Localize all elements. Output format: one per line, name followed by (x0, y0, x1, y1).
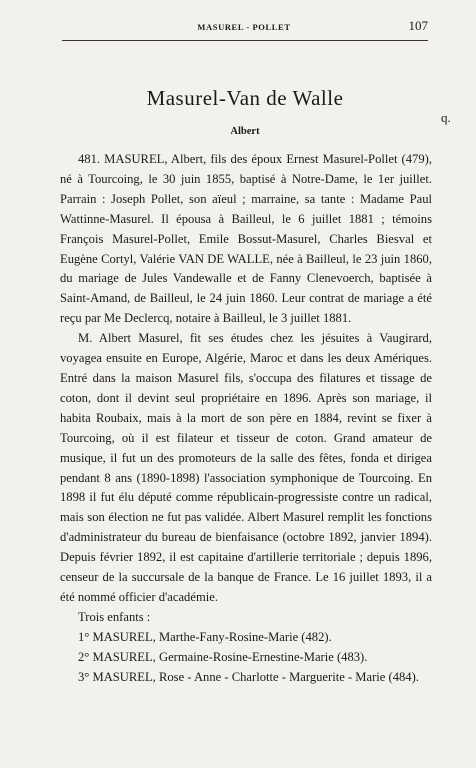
child-number: 3° (78, 669, 90, 684)
paragraph-biography: M. Albert Masurel, fit ses études chez les jésuites à Vaugirard, voyagea ensuite en Europe, Algérie, Maroc et dans les deux Amériques. Entré dans la maison Masurel fils, s'occupa des filatures et tissage de coton, dont il devint seul propriétaire en 1896. Après son mariage, il habita Roubaix, mais à la mort de son père en 1884, revint se fixer à Tourcoing, où il est filateur et tisseur de coton. Grand amateur de musique, il fut un des promoteurs de la salle des fêtes, fonda et dirigea pendant 8 ans (1890-1898) l'association symphonique de Tourcoing. En 1898 il fut élu député comme républicain-progressiste contre un radical, mais son élection ne fut pas validée. Albert Masurel remplit les fonctions d'administrateur du bureau de bienfaisance (octobre 1892, janvier 1894). Depuis février 1892, il est capitaine d'artillerie territoriale ; depuis 1896, censeur de la succursale de la banque de France. Le 16 juillet 1893, il a été nommé officier d'académie. (60, 331, 432, 604)
paragraph-genealogy: 481. MASUREL, Albert, fils des époux Ernest Masurel-Pollet (479), né à Tourcoing, le 30 juin 1855, baptisé à Notre-Dame, le 1er juillet. Parrain : Joseph Pollet, son aïeul ; marraine, sa tante : Madame Paul Wattinne-Masurel. Il épousa à Bailleul, le 6 juillet 1881 ; témoins François Masurel-Pollet, Emile Bossut-Masurel, Charles Biesval et Eugène Cortyl, Valérie VAN DE WALLE, née à Bailleul, le 23 juin 1860, du mariage de Jules Vandewalle et de Fanny Clenevoerch, baptisée à Saint-Amand, de Bailleul, le 24 juin 1860. Leur contrat de mariage a été reçu par Me Declercq, notaire à Bailleul, le 3 juillet 1881. (60, 152, 432, 326)
header-rule (62, 40, 428, 41)
child-entry (60, 628, 432, 648)
child-number: 2° (78, 649, 90, 664)
child-entry (60, 648, 432, 668)
section-title: Masurel-Van de Walle (146, 86, 344, 110)
page-header (60, 18, 428, 36)
child-text: MASUREL, Germaine-Rosine-Ernestine-Marie (483). (92, 649, 368, 664)
running-title: MASUREL - POLLET (197, 22, 291, 32)
child-entry (60, 668, 432, 688)
page-number: 107 (408, 18, 428, 33)
body-text (60, 150, 432, 687)
child-number: 1° (78, 629, 90, 644)
children-intro: Trois enfants : (78, 609, 151, 624)
margin-note: q. (441, 110, 451, 125)
child-text: MASUREL, Marthe-Fany-Rosine-Marie (482). (92, 629, 332, 644)
child-text: MASUREL, Rose - Anne - Charlotte - Marguerite - Marie (484). (92, 669, 419, 684)
section-subtitle: Albert (230, 126, 260, 137)
